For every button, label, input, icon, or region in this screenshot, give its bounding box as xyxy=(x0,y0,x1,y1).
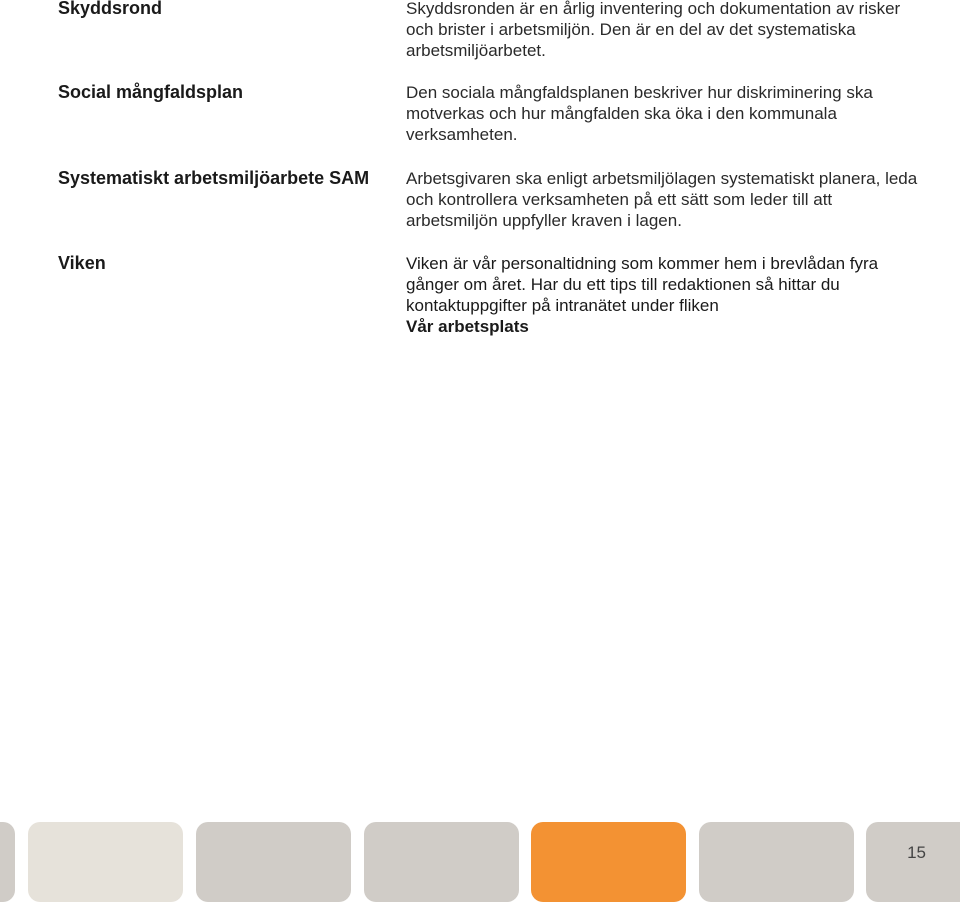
glossary-term: Viken xyxy=(58,253,106,273)
glossary-term: Skyddsrond xyxy=(58,0,163,18)
footer-tab xyxy=(196,822,351,902)
footer-tab-active xyxy=(531,822,686,902)
glossary-description: Den sociala mångfaldsplanen beskriver hur diskriminering ska motverkas och hur mångfalden ska öka i den kommunala verksamheten. xyxy=(406,83,873,144)
glossary-term: Social mångfaldsplan xyxy=(58,82,244,102)
page-number: 15 xyxy=(907,843,926,862)
glossary-description: Arbetsgivaren ska enligt arbetsmiljölagen systematiskt planera, leda och kontrollera verksamheten på ett sätt som leder till att arbetsmiljön uppfyller kraven i lagen. xyxy=(406,169,918,230)
footer-tabs xyxy=(0,822,960,889)
footer-tab xyxy=(699,822,854,902)
glossary-description-text: Viken är vår personaltidning som kommer hem i brevlådan fyra gånger om året. Har du ett tips till redaktionen så hittar du kontaktuppgifter på intranätet under fliken xyxy=(406,254,879,315)
glossary-description xyxy=(406,253,926,337)
footer-tab xyxy=(28,822,183,902)
glossary-term: Systematiskt arbetsmiljöarbete SAM xyxy=(58,168,370,188)
footer-tab xyxy=(0,822,15,902)
glossary-description: Skyddsronden är en årlig inventering och dokumentation av risker och brister i arbetsmiljön. Den är en del av det systematiska arbetsmiljöarbetet. xyxy=(406,0,901,60)
intranet-tab-name: Vår arbetsplats xyxy=(406,317,529,336)
footer-tab xyxy=(364,822,519,902)
